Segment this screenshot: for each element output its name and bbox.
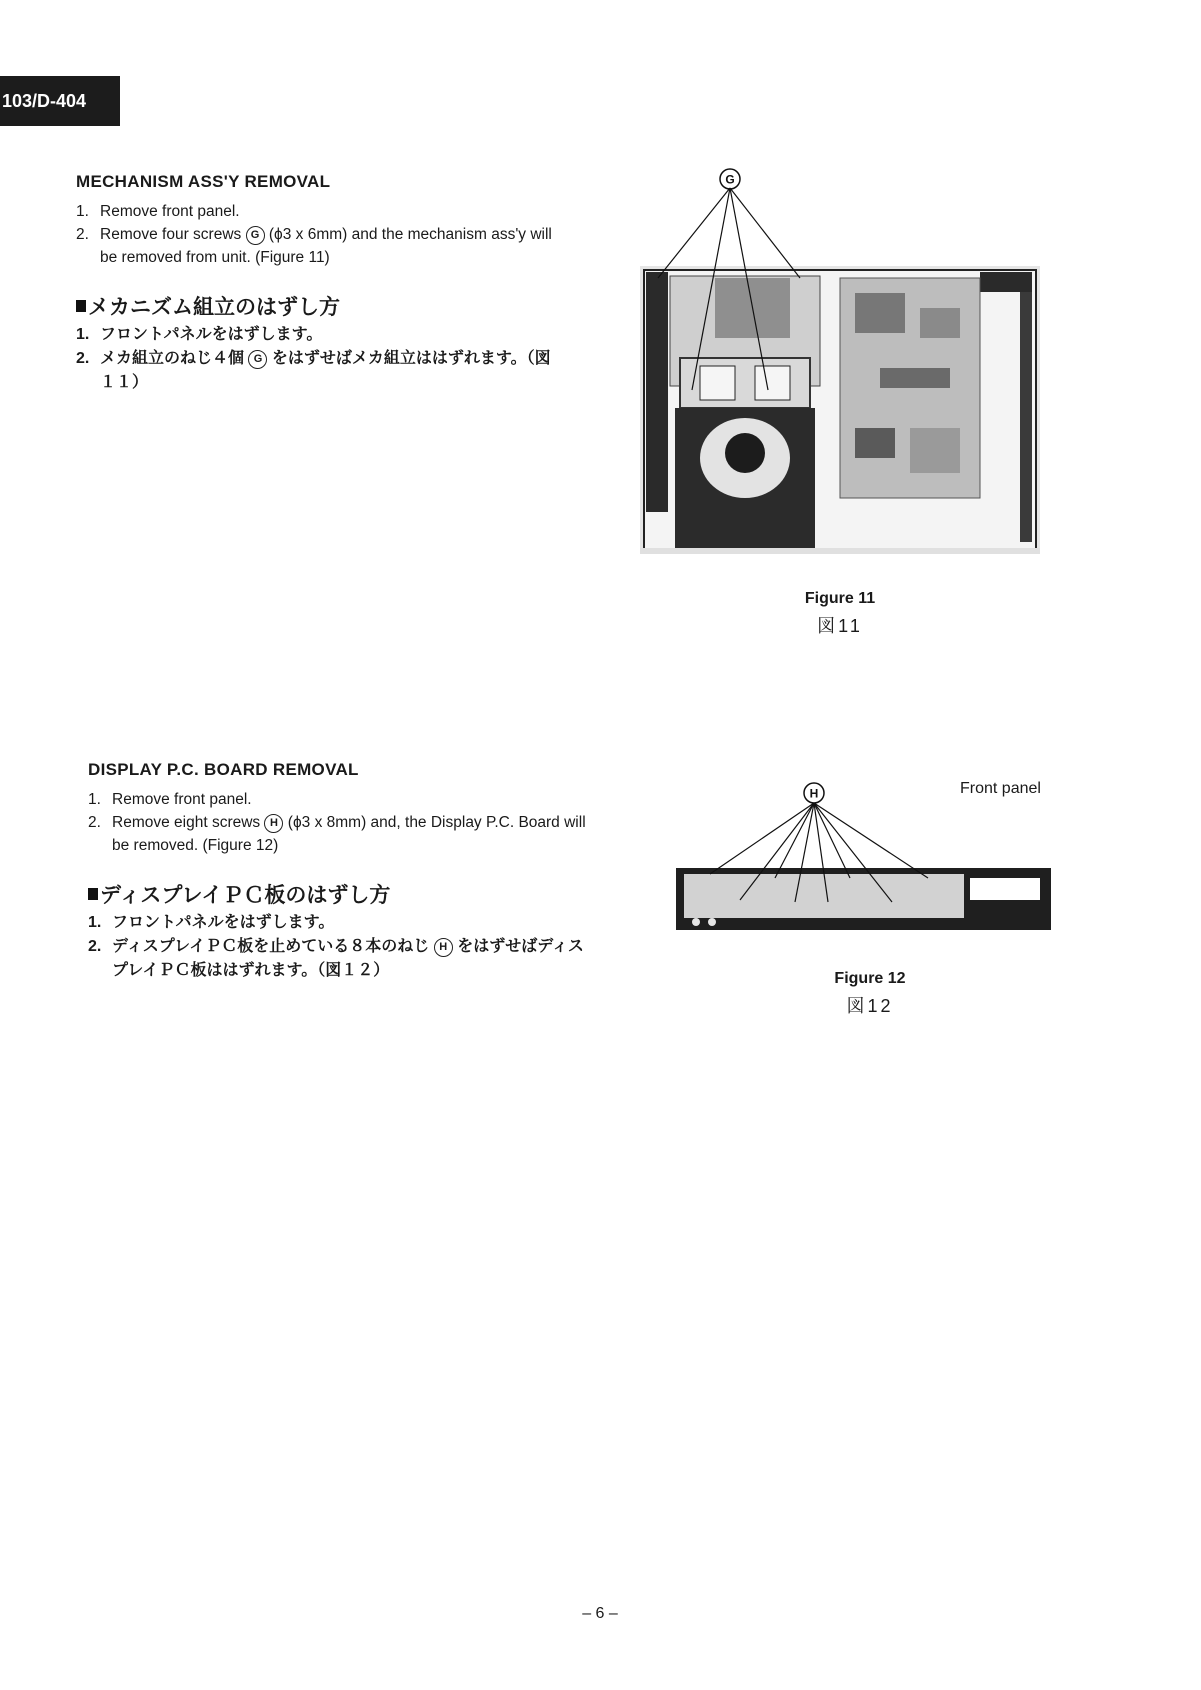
mechanism-heading: MECHANISM ASS'Y REMOVAL (76, 172, 331, 191)
square-bullet-icon (88, 888, 98, 900)
display-steps (88, 788, 588, 857)
screw-marker-h: H (264, 814, 283, 833)
figure-12-caption (800, 970, 940, 1018)
figure-11-caption (770, 590, 910, 638)
figure-12-photo (670, 778, 1060, 938)
square-bullet-icon (76, 300, 86, 312)
mechanism-jp-steps (76, 323, 566, 395)
list-item: 1. Remove front panel. (88, 791, 252, 808)
list-item: 1. フロントパネルをはずします。 (76, 326, 323, 343)
mechanism-jp-heading: メカニズム組立のはずし方 (76, 291, 566, 321)
list-item: 2. ディスプレイＰＣ板を止めている８本のねじ H をはずせばディスプレイＰＣ板ははずれます。（図１２） (88, 938, 584, 979)
list-item: 1. Remove front panel. (76, 203, 240, 220)
figure-12-marker: H (809, 786, 819, 801)
figure-11-caption-en: Figure 11 (804, 590, 876, 607)
figure-12-caption-jp: 図12 (846, 996, 894, 1016)
screw-marker-g: G (246, 226, 265, 245)
figure-11-photo (640, 168, 1040, 568)
figure-11-caption-jp: 図11 (817, 616, 863, 636)
list-item: 2. Remove eight screws H (ϕ3 x 8mm) and, the Display P.C. Board will be removed. (Figure 12) (88, 814, 586, 854)
display-jp-steps (88, 911, 588, 983)
list-item: 2. Remove four screws G (ϕ3 x 6mm) and the mechanism ass'y will be removed from unit. (Figure 11) (76, 226, 552, 266)
display-heading: DISPLAY P.C. BOARD REMOVAL (88, 760, 359, 779)
figure-11-marker: G (725, 172, 735, 187)
display-jp-heading: ディスプレイＰＣ板のはずし方 (88, 879, 588, 909)
page-number: – 6 – (582, 1605, 618, 1622)
list-item: 2. メカ組立のねじ４個 G をはずせばメカ組立ははずれます。（図１１） (76, 350, 551, 391)
screw-marker-h: H (434, 938, 453, 957)
list-item: 1. フロントパネルをはずします。 (88, 914, 335, 931)
mechanism-steps (76, 200, 566, 269)
display-section (88, 760, 588, 983)
figure-12-caption-en: Figure 12 (834, 970, 906, 987)
screw-marker-g: G (248, 350, 267, 369)
mechanism-section (76, 172, 566, 395)
model-tab: 103/D-404 (0, 76, 120, 126)
front-panel-label: Front panel (960, 780, 1041, 797)
